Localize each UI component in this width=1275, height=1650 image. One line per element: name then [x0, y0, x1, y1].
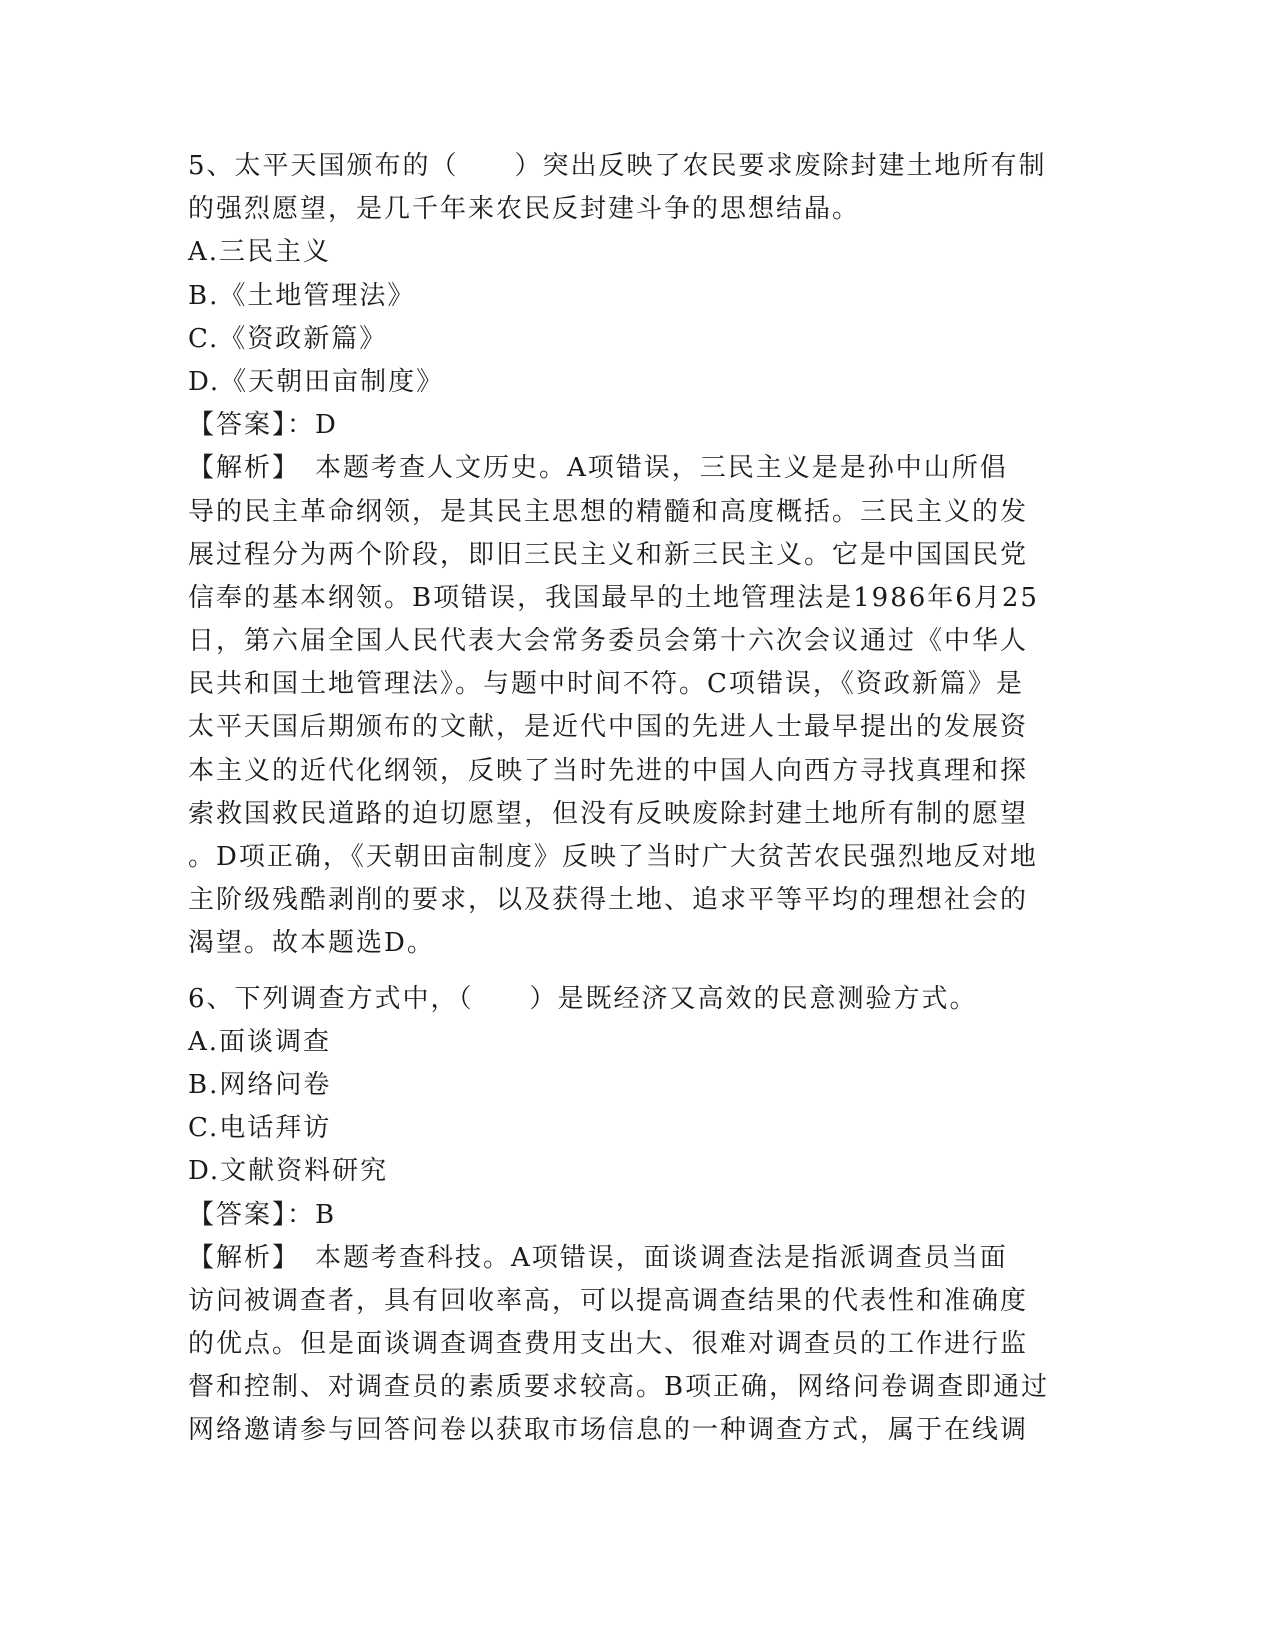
question-5	[188, 145, 1080, 966]
question-stem-line: 5、太平天国颁布的（ ）突出反映了农民要求废除封建土地所有制	[188, 151, 1047, 181]
option-a: A.面谈调查	[188, 1026, 332, 1057]
option-d: D.文献资料研究	[188, 1156, 389, 1187]
option-b: B.《土地管理法》	[188, 280, 416, 311]
option-c: C.《资政新篇》	[188, 323, 388, 354]
analysis-line: 【解析】 本题考查人文历史。A项错误，三民主义是是孙中山所倡	[188, 453, 1008, 484]
analysis-line: 督和控制、对调查员的素质要求较高。B项正确，网络问卷调查即通过	[188, 1372, 1050, 1403]
analysis-line: 的优点。但是面谈调查调查费用支出大、很难对调查员的工作进行监	[188, 1329, 1029, 1360]
question-stem-line: 6、下列调查方式中，（ ）是既经济又高效的民意测验方式。	[188, 983, 978, 1014]
document-content	[188, 145, 1080, 1453]
analysis-line: 本主义的近代化纲领，反映了当时先进的中国人向西方寻找真理和探	[188, 755, 1029, 786]
answer-line: 【答案】：B	[188, 1199, 337, 1230]
analysis-line: 访问被调查者，具有回收率高，可以提高调查结果的代表性和准确度	[188, 1285, 1029, 1316]
answer-line: 【答案】：D	[188, 410, 338, 441]
option-b: B.网络问卷	[188, 1069, 332, 1100]
analysis-line: 展过程分为两个阶段，即旧三民主义和新三民主义。它是中国国民党	[188, 539, 1029, 570]
analysis-line: 索救国救民道路的迫切愿望，但没有反映废除封建土地所有制的愿望	[188, 798, 1029, 829]
question-stem-line: 的强烈愿望，是几千年来农民反封建斗争的思想结晶。	[188, 194, 861, 225]
option-a: A.三民主义	[188, 237, 332, 268]
analysis-line: 。D项正确，《天朝田亩制度》反映了当时广大贫苦农民强烈地反对地	[188, 842, 1038, 872]
question-spacer	[188, 966, 1080, 978]
analysis-line: 网络邀请参与回答问卷以获取市场信息的一种调查方式，属于在线调	[188, 1415, 1029, 1446]
option-d: D.《天朝田亩制度》	[188, 366, 445, 397]
analysis-line: 信奉的基本纲领。B项错误，我国最早的土地管理法是1986年6月25	[188, 582, 1039, 613]
analysis-line: 导的民主革命纲领，是其民主思想的精髓和高度概括。三民主义的发	[188, 496, 1029, 527]
analysis-line: 主阶级残酷剥削的要求，以及获得土地、追求平等平均的理想社会的	[188, 885, 1029, 916]
analysis-line: 日，第六届全国人民代表大会常务委员会第十六次会议通过《中华人	[188, 626, 1029, 657]
option-c: C.电话拜访	[188, 1113, 332, 1144]
analysis-line: 渴望。故本题选D。	[188, 928, 435, 959]
analysis-line: 太平天国后期颁布的文献，是近代中国的先进人士最早提出的发展资	[188, 712, 1029, 743]
analysis-line: 【解析】 本题考查科技。A项错误，面谈调查法是指派调查员当面	[188, 1242, 1008, 1273]
analysis-line: 民共和国土地管理法》。与题中时间不符。C项错误，《资政新篇》是	[188, 669, 1024, 700]
question-6	[188, 978, 1080, 1453]
